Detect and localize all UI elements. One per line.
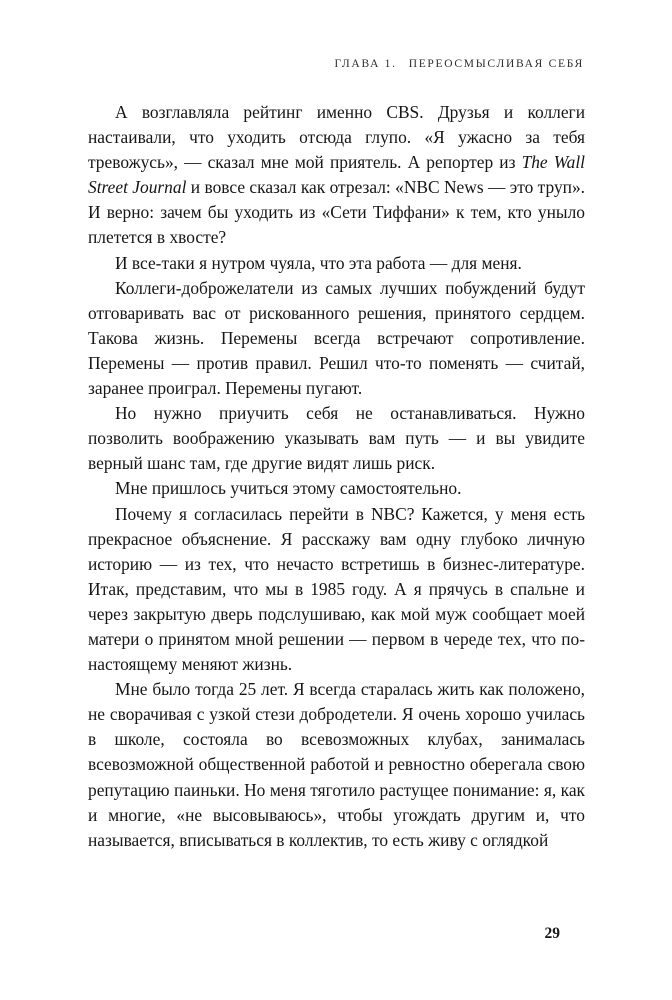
journal-title-italic: The Wall Street Journal	[88, 152, 585, 198]
paragraph-1-text-after: и вовсе сказал как отрезал: «NBC News — это труп». И верно: зачем бы уходить из «Сети Тиффани» к тем, кто уныло плетется в хвосте?	[88, 177, 585, 248]
running-head	[334, 58, 584, 70]
paragraph-5: Мне пришлось учиться этому самостоятельно.	[115, 478, 462, 499]
paragraph-1-text-before: А возглавляла рейтинг именно CBS. Друзья и коллеги настаивали, что уходить отсюда глупо. «Я ужасно за тебя тревожусь», — сказал мне мой приятель. А репортер из	[88, 102, 585, 173]
paragraph-1	[88, 100, 585, 251]
body-text	[88, 100, 585, 853]
paragraph-7: Мне было тогда 25 лет. Я всегда старалась жить как положено, не сворачивая с узкой стези добродетели. Я очень хорошо училась в школе, состояла во всевозможных клубах, занималась всевозможной общественной работой и ревностно оберегала свою репутацию паиньки. Но меня тяготило растущее понимание: я, как и многие, «не высовываюсь», чтобы угождать другим и, что называется, вписываться в коллектив, то есть живу с оглядкой	[88, 679, 585, 850]
paragraph-3: Коллеги-доброжелатели из самых лучших побуждений будут отговаривать вас от рискованного решения, принятого сердцем. Такова жизнь. Перемены всегда встречают сопротивление. Перемены — против правил. Решил что-то поменять — считай, заранее проиграл. Перемены пугают.	[88, 277, 585, 399]
page-number: 29	[544, 925, 560, 942]
paragraph-2: И все-таки я нутром чуяла, что эта работа — для меня.	[115, 252, 522, 273]
paragraph-4: Но нужно приучить себя не останавливаться. Нужно позволить воображению указывать вам путь — и вы увидите верный шанс там, где другие видят лишь риск.	[88, 403, 585, 474]
paragraph-6: Почему я согласилась перейти в NBC? Кажется, у меня есть прекрасное объяснение. Я расскажу вам одну глубоко личную историю — из тех, что нечасто встретишь в бизнес-литературе. Итак, представим, что мы в 1985 году. А я прячусь в спальне и через закрытую дверь подслушиваю, как мой муж сообщает моей матери о принятом мной решении — первом в череде тех, что по-настоящему меняют жизнь.	[88, 503, 585, 675]
chapter-title-label: ПЕРЕОСМЫСЛИВАЯ СЕБЯ	[408, 58, 584, 70]
page-footer	[88, 925, 560, 1000]
chapter-number-label: ГЛАВА 1.	[334, 58, 397, 70]
